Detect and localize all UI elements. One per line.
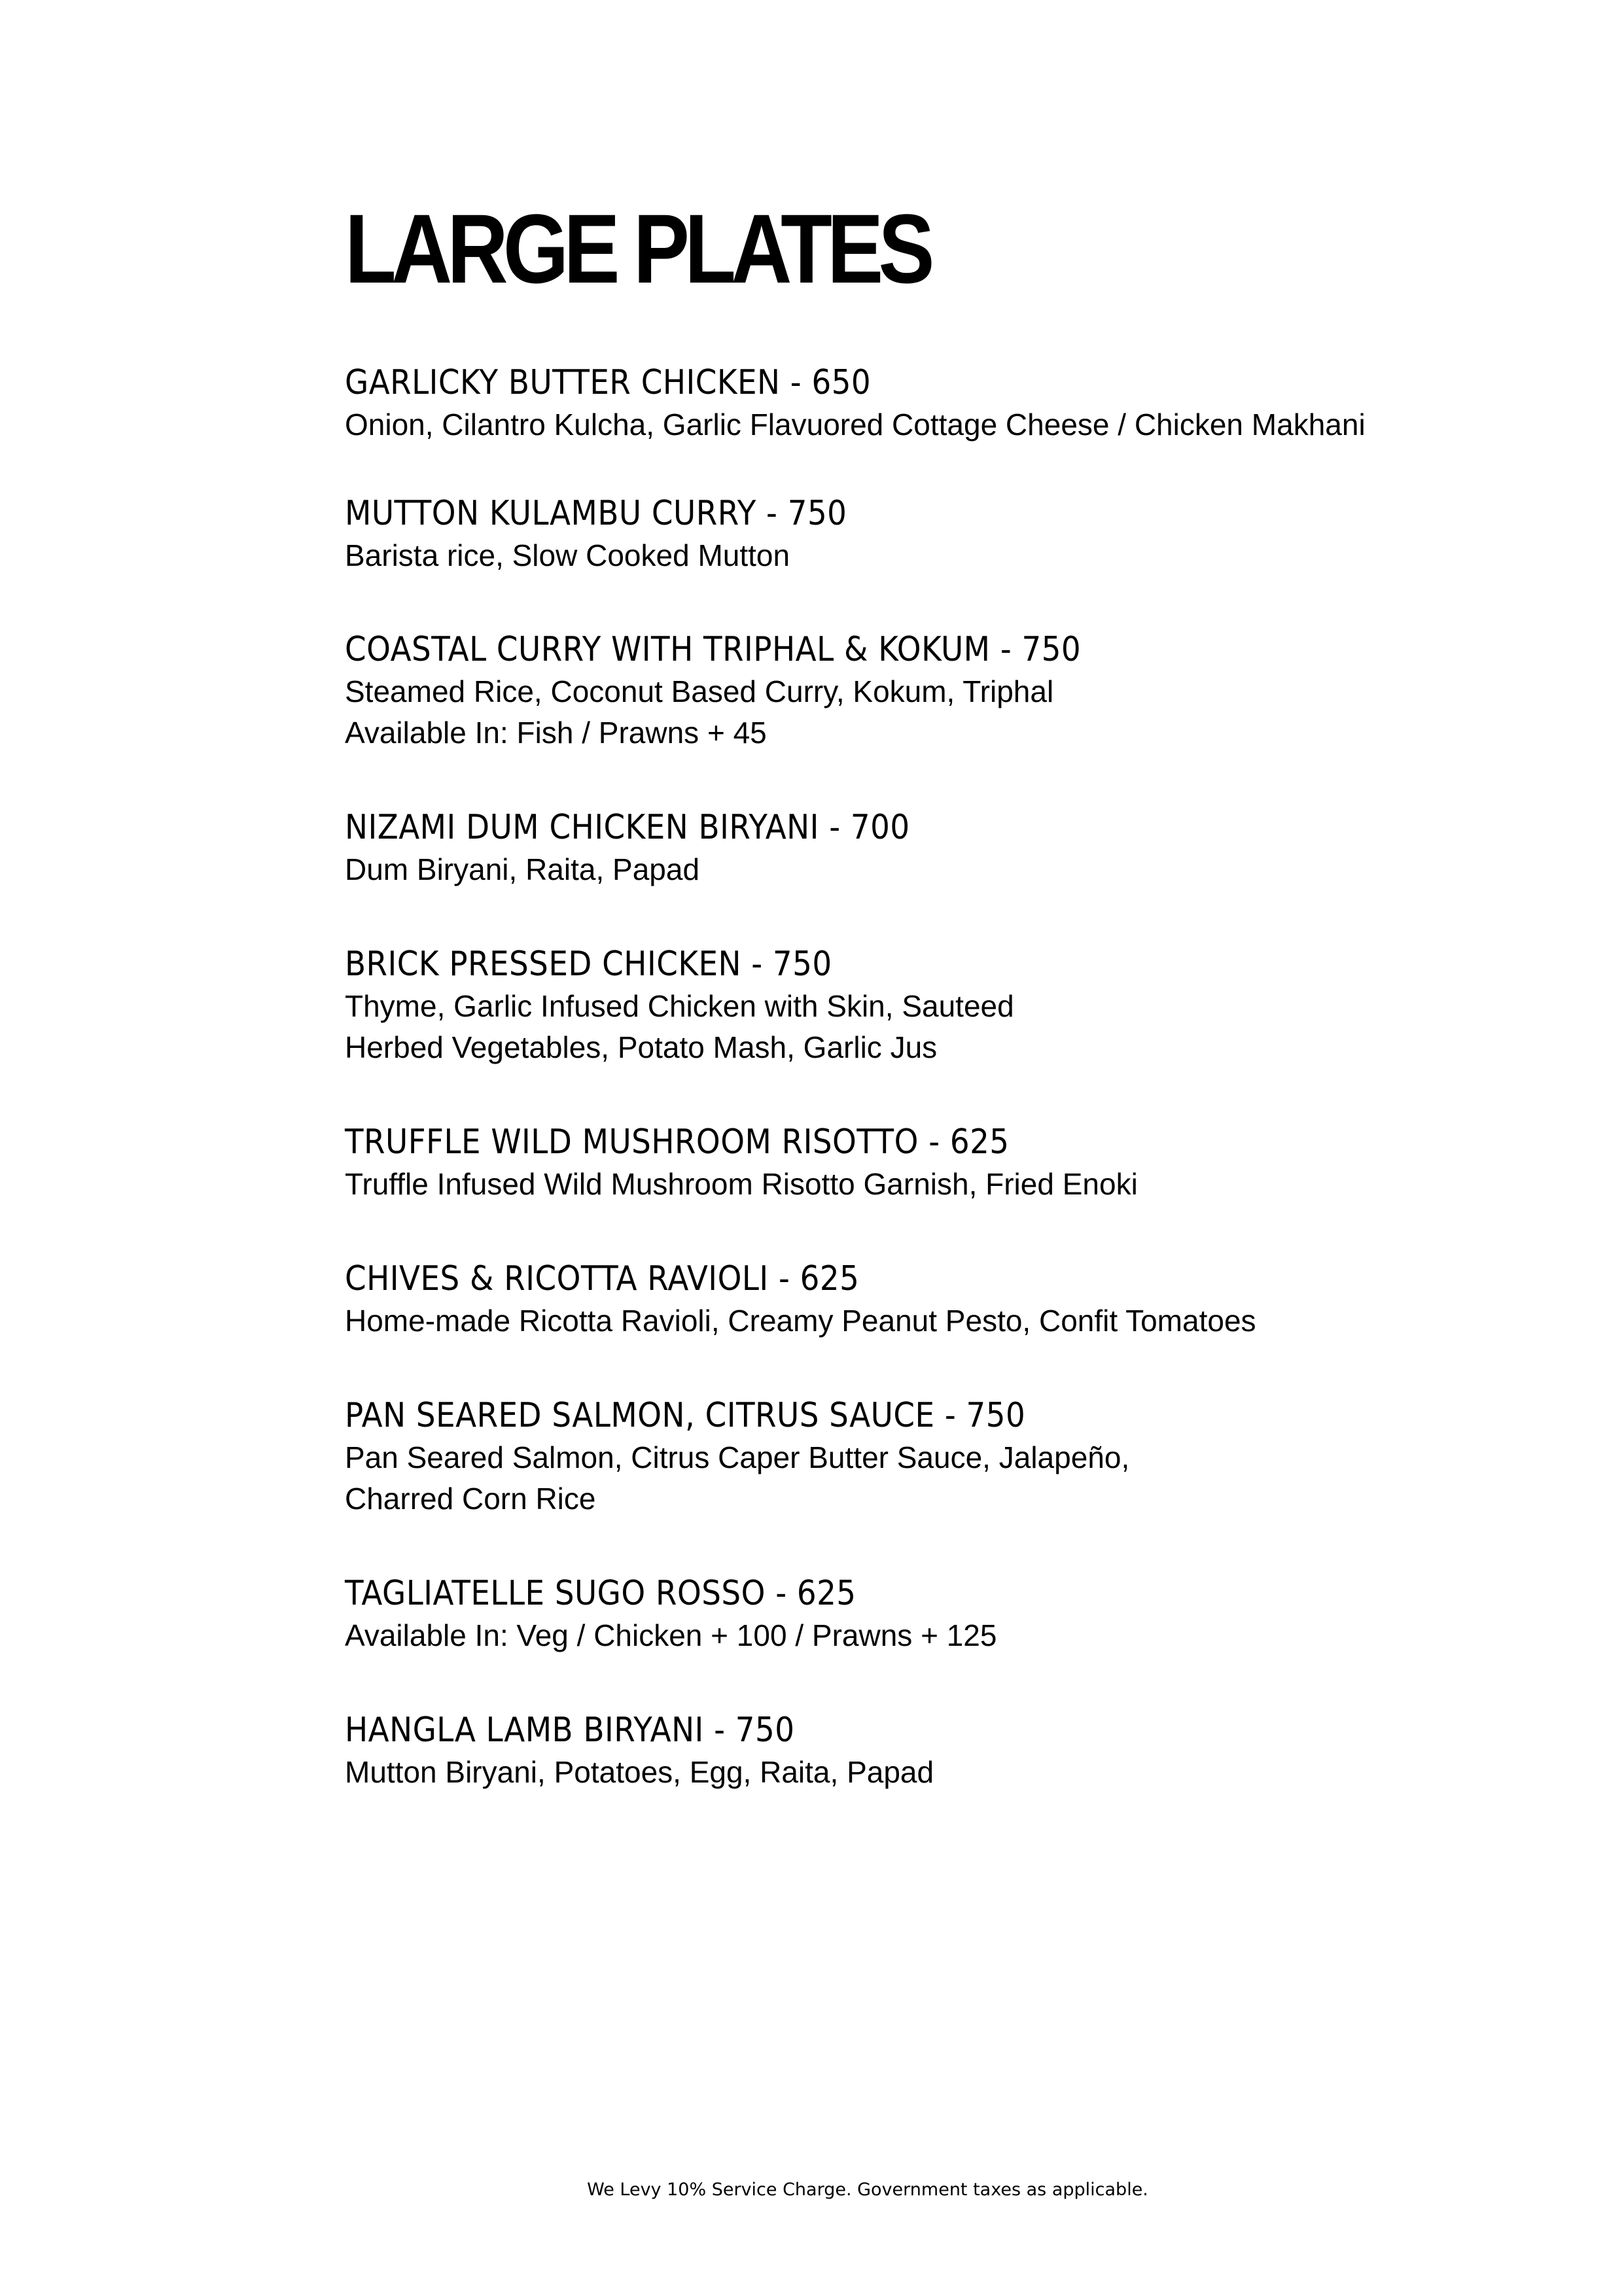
menu-item xyxy=(345,1572,1588,1656)
item-name: TAGLIATELLE SUGO ROSSO - 625 xyxy=(345,1574,856,1613)
item-description: Steamed Rice, Coconut Based Curry, Kokum, Triphal xyxy=(345,674,1054,708)
item-name: CHIVES & RICOTTA RAVIOLI - 625 xyxy=(345,1259,860,1298)
menu-item xyxy=(345,943,1588,1068)
item-name: MUTTON KULAMBU CURRY - 750 xyxy=(345,494,847,533)
item-description: Mutton Biryani, Potatoes, Egg, Raita, Papad xyxy=(345,1755,934,1789)
section-title: LARGE PLATES xyxy=(345,194,930,304)
item-name: HANGLA LAMB BIRYANI - 750 xyxy=(345,1711,795,1750)
item-description: Truffle Infused Wild Mushroom Risotto Garnish, Fried Enoki xyxy=(345,1167,1138,1201)
item-name: BRICK PRESSED CHICKEN - 750 xyxy=(345,945,832,984)
item-description: Charred Corn Rice xyxy=(345,1482,596,1516)
item-name: PAN SEARED SALMON, CITRUS SAUCE - 750 xyxy=(345,1396,1026,1435)
menu-section xyxy=(345,196,1588,1793)
item-description: Thyme, Garlic Infused Chicken with Skin, Sauteed xyxy=(345,989,1014,1023)
service-charge-note: We Levy 10% Service Charge. Government taxes as applicable. xyxy=(587,2180,1148,2200)
item-name: TRUFFLE WILD MUSHROOM RISOTTO - 625 xyxy=(345,1122,1010,1162)
item-description: Barista rice, Slow Cooked Mutton xyxy=(345,538,790,572)
menu-item xyxy=(345,806,1588,890)
item-description: Available In: Veg / Chicken + 100 / Prawns + 125 xyxy=(345,1618,997,1652)
menu-item xyxy=(345,1394,1588,1520)
item-description: Onion, Cilantro Kulcha, Garlic Flavuored Cottage Cheese / Chicken Makhani xyxy=(345,408,1366,442)
item-description: Home-made Ricotta Ravioli, Creamy Peanut Pesto, Confit Tomatoes xyxy=(345,1304,1256,1338)
item-description: Pan Seared Salmon, Citrus Caper Butter Sauce, Jalapeño, xyxy=(345,1440,1130,1474)
menu-item xyxy=(345,1121,1588,1205)
item-description: Dum Biryani, Raita, Papad xyxy=(345,852,700,886)
item-name: GARLICKY BUTTER CHICKEN - 650 xyxy=(345,363,872,402)
item-description: Available In: Fish / Prawns + 45 xyxy=(345,716,767,750)
menu-item xyxy=(345,492,1588,576)
item-name: COASTAL CURRY WITH TRIPHAL & KOKUM - 750 xyxy=(345,630,1082,669)
menu-item xyxy=(345,1709,1588,1793)
menu-item xyxy=(345,628,1588,754)
menu-item xyxy=(345,1257,1588,1342)
menu-item xyxy=(345,361,1588,445)
item-description: Herbed Vegetables, Potato Mash, Garlic Jus xyxy=(345,1030,938,1064)
item-name: NIZAMI DUM CHICKEN BIRYANI - 700 xyxy=(345,808,910,847)
